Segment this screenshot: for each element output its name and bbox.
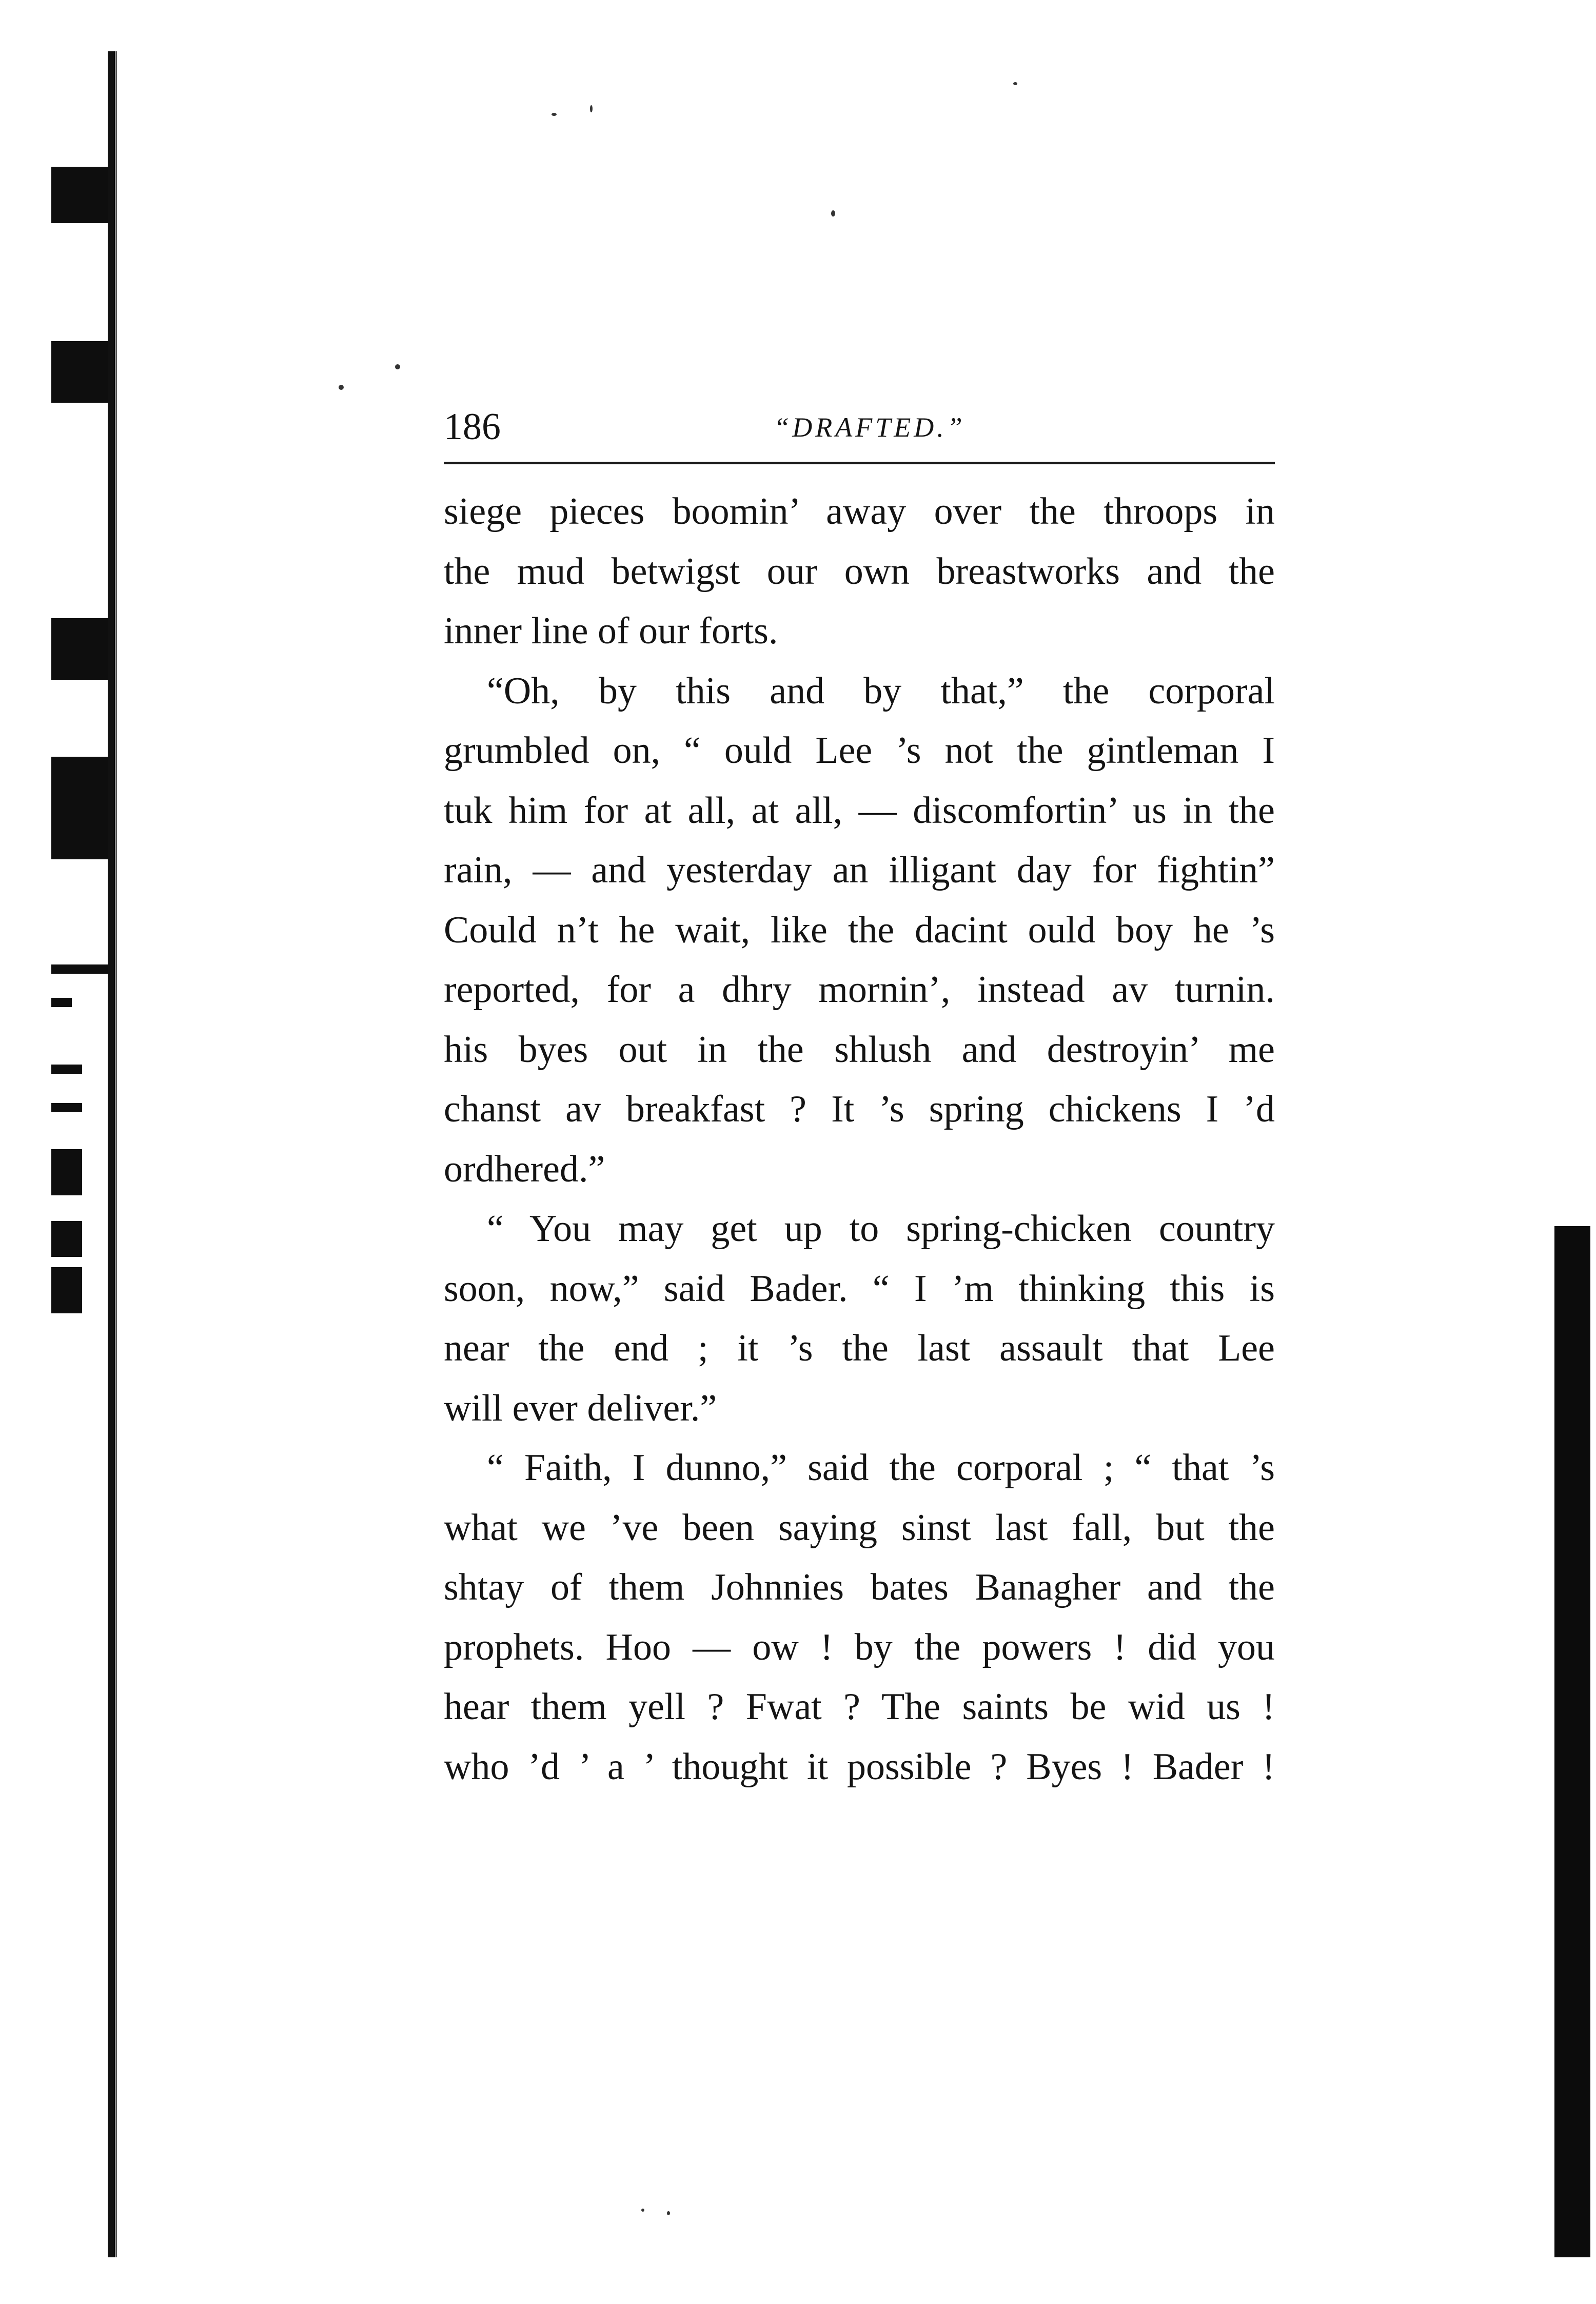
- scan-artifact: [51, 341, 108, 403]
- scan-speck: [1013, 82, 1017, 85]
- scan-artifact: [51, 618, 108, 680]
- text-line: his byes out in the shlush and destroyin’ me: [444, 1028, 1275, 1071]
- text-line: reported, for a dhry mornin’, instead av turnin.: [444, 969, 1275, 1011]
- text-line: grumbled on, “ ould Lee ’s not the gintleman I: [444, 730, 1275, 772]
- text-line: “ You may get up to spring-chicken country: [487, 1208, 1275, 1250]
- scan-artifact: [51, 1065, 82, 1074]
- running-title: “DRAFTED.”: [774, 412, 966, 443]
- scan-speck: [831, 210, 835, 216]
- scan-speck: [551, 113, 557, 116]
- text-line: what we ’ve been saying sinst last fall, but the: [444, 1506, 1275, 1549]
- text-line: hear them yell ? Fwat ? The saints be wid us !: [444, 1686, 1275, 1728]
- book-page: [444, 405, 1275, 1797]
- text-line: siege pieces boomin’ away over the throops in: [444, 490, 1275, 533]
- text-line: inner line of our forts.: [444, 610, 778, 652]
- text-line: soon, now,” said Bader. “ I ’m thinking this is: [444, 1267, 1275, 1310]
- text-line: will ever deliver.”: [444, 1387, 717, 1429]
- text-line: rain, — and yesterday an illigant day for fightin”: [444, 849, 1275, 891]
- scan-artifact: [51, 1103, 82, 1112]
- text-line: ordhered.”: [444, 1148, 605, 1190]
- text-line: chanst av breakfast ? It ’s spring chickens I ’d: [444, 1088, 1275, 1130]
- scan-artifact: [51, 1221, 82, 1257]
- scan-artifact: [51, 998, 72, 1007]
- text-line: “ Faith, I dunno,” said the corporal ; “ that ’s: [487, 1447, 1275, 1489]
- text-line: prophets. Hoo — ow ! by the powers ! did you: [444, 1626, 1275, 1668]
- scan-artifact: [51, 1267, 82, 1313]
- scan-speck: [395, 364, 400, 369]
- scan-edge-right: [1554, 1226, 1590, 2257]
- scan-speck: [590, 105, 593, 112]
- scan-artifact: [51, 1149, 82, 1195]
- text-line: the mud betwigst our own breastworks and the: [444, 550, 1275, 593]
- text-line: “Oh, by this and by that,” the corporal: [487, 669, 1275, 712]
- scan-speck: [339, 385, 344, 390]
- scan-artifact: [51, 964, 108, 974]
- running-head: [444, 405, 1275, 464]
- text-line: tuk him for at all, at all, — discomfortin’ us in the: [444, 789, 1275, 832]
- text-line: near the end ; it ’s the last assault that Lee: [444, 1327, 1275, 1369]
- text-line: shtay of them Johnnies bates Banagher and the: [444, 1566, 1275, 1608]
- body-text: [444, 482, 1275, 1797]
- text-line: Could n’t he wait, like the dacint ould boy he ’s: [444, 909, 1275, 951]
- scan-edge-left-thin: [115, 51, 117, 2257]
- scan-artifact: [51, 757, 108, 859]
- text-line: who ’d ’ a ’ thought it possible ? Byes ! Bader !: [444, 1745, 1275, 1788]
- scan-speck: [641, 2209, 644, 2212]
- scan-edge-left: [108, 51, 115, 2257]
- scan-speck: [667, 2211, 670, 2215]
- page-number: 186: [444, 406, 501, 448]
- scan-artifact: [51, 167, 108, 223]
